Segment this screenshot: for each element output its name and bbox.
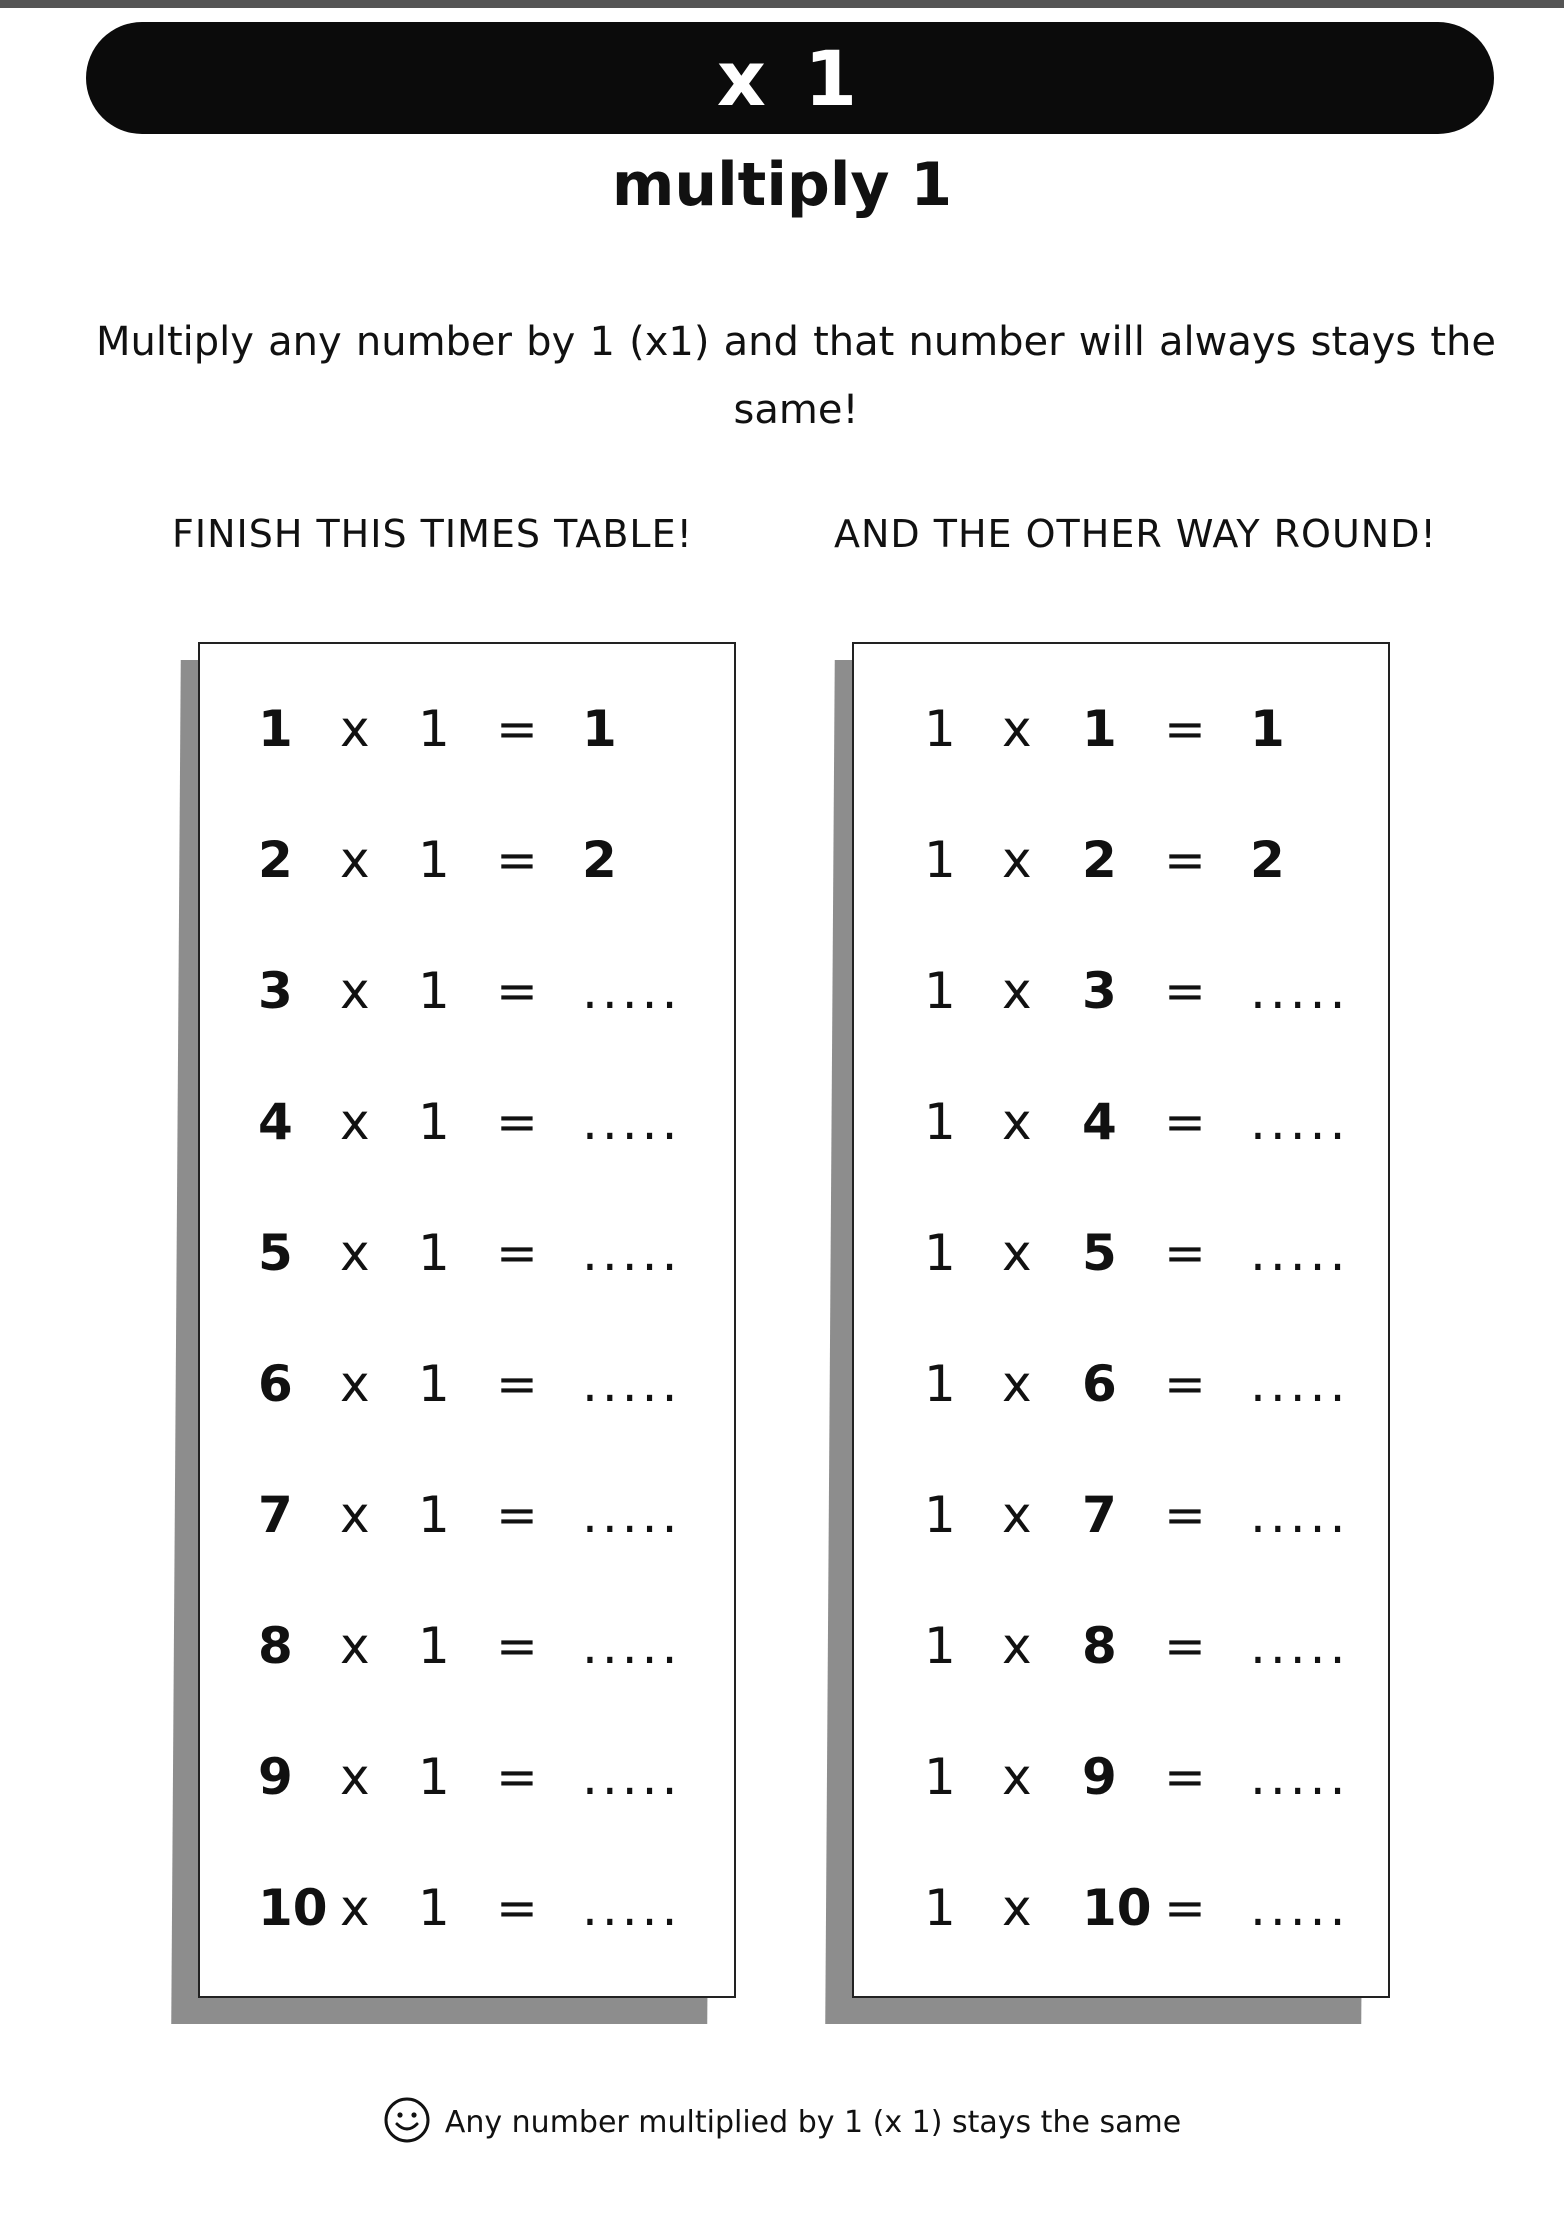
equation-row: [200, 936, 734, 1046]
factor-a: 1: [924, 1748, 956, 1806]
equals-sign: =: [1164, 1486, 1206, 1544]
right-table-heading: AND THE OTHER WAY ROUND!: [834, 512, 1437, 556]
footer-note: [0, 2096, 1564, 2148]
multiply-sign: x: [1002, 1617, 1032, 1675]
factor-a: 1: [924, 1486, 956, 1544]
factor-b: 1: [418, 700, 450, 758]
factor-a: 1: [924, 1093, 956, 1151]
multiply-sign: x: [1002, 700, 1032, 758]
result[interactable]: .....: [1250, 1355, 1350, 1413]
equals-sign: =: [1164, 1748, 1206, 1806]
factor-a: 1: [924, 1224, 956, 1282]
factor-b: 1: [418, 1224, 450, 1282]
factor-b: 1: [418, 1748, 450, 1806]
result[interactable]: .....: [582, 1355, 682, 1413]
result[interactable]: .....: [1250, 1748, 1350, 1806]
factor-b: 1: [418, 962, 450, 1020]
factor-b: 10: [1082, 1879, 1152, 1937]
multiply-sign: x: [1002, 1355, 1032, 1413]
equation-row: [854, 1722, 1388, 1832]
factor-b: 1: [418, 1486, 450, 1544]
multiply-sign: x: [340, 1879, 370, 1937]
equation-row: [854, 805, 1388, 915]
multiply-sign: x: [340, 700, 370, 758]
factor-a: 4: [258, 1093, 293, 1151]
left-table-heading: FINISH THIS TIMES TABLE!: [172, 512, 693, 556]
factor-a: 1: [258, 700, 293, 758]
equation-row: [854, 1853, 1388, 1963]
multiply-sign: x: [1002, 1224, 1032, 1282]
equation-row: [854, 1460, 1388, 1570]
equation-row: [200, 1853, 734, 1963]
result[interactable]: .....: [1250, 1224, 1350, 1282]
equals-sign: =: [1164, 700, 1206, 758]
equals-sign: =: [1164, 831, 1206, 889]
result: 2: [1250, 831, 1289, 889]
multiply-sign: x: [1002, 962, 1032, 1020]
multiply-sign: x: [340, 1748, 370, 1806]
factor-b: 4: [1082, 1093, 1117, 1151]
factor-a: 6: [258, 1355, 293, 1413]
factor-b: 8: [1082, 1617, 1117, 1675]
result: 1: [1250, 700, 1289, 758]
factor-b: 9: [1082, 1748, 1117, 1806]
multiply-sign: x: [340, 962, 370, 1020]
intro-text: Multiply any number by 1 (x1) and that number will always stays the same!: [96, 319, 1496, 433]
equals-sign: =: [496, 962, 538, 1020]
factor-a: 1: [924, 1879, 956, 1937]
smiley-icon: [383, 2096, 431, 2148]
multiply-sign: x: [1002, 1879, 1032, 1937]
result[interactable]: .....: [582, 1748, 682, 1806]
equation-row: [854, 1198, 1388, 1308]
result[interactable]: .....: [582, 1486, 682, 1544]
equation-row: [854, 936, 1388, 1046]
factor-a: 1: [924, 1355, 956, 1413]
result[interactable]: .....: [582, 1879, 682, 1937]
factor-b: 1: [418, 1879, 450, 1937]
equals-sign: =: [496, 1617, 538, 1675]
factor-a: 1: [924, 831, 956, 889]
equals-sign: =: [1164, 1355, 1206, 1413]
factor-b: 5: [1082, 1224, 1117, 1282]
factor-b: 7: [1082, 1486, 1117, 1544]
factor-a: 2: [258, 831, 293, 889]
result[interactable]: .....: [1250, 1879, 1350, 1937]
result: 1: [582, 700, 621, 758]
equation-row: [200, 1722, 734, 1832]
footer-text: Any number multiplied by 1 (x 1) stays the same: [444, 2104, 1182, 2140]
equals-sign: =: [496, 1224, 538, 1282]
equation-row: [200, 1460, 734, 1570]
equals-sign: =: [1164, 1093, 1206, 1151]
result[interactable]: .....: [1250, 1093, 1350, 1151]
factor-a: 5: [258, 1224, 293, 1282]
equation-row: [854, 1067, 1388, 1177]
result[interactable]: .....: [582, 962, 682, 1020]
result[interactable]: .....: [582, 1224, 682, 1282]
multiply-sign: x: [1002, 1486, 1032, 1544]
result[interactable]: .....: [1250, 1617, 1350, 1675]
factor-b: 1: [1082, 700, 1117, 758]
equals-sign: =: [1164, 1617, 1206, 1675]
equals-sign: =: [496, 1486, 538, 1544]
equation-row: [200, 1329, 734, 1439]
equals-sign: =: [1164, 1879, 1206, 1937]
multiply-sign: x: [340, 1617, 370, 1675]
equation-row: [200, 1198, 734, 1308]
multiply-sign: x: [340, 1224, 370, 1282]
result[interactable]: .....: [582, 1093, 682, 1151]
equation-row: [200, 674, 734, 784]
equation-row: [854, 1329, 1388, 1439]
result[interactable]: .....: [1250, 1486, 1350, 1544]
equals-sign: =: [496, 1879, 538, 1937]
multiply-sign: x: [1002, 1093, 1032, 1151]
equals-sign: =: [496, 1355, 538, 1413]
factor-b: 1: [418, 1093, 450, 1151]
multiply-sign: x: [1002, 831, 1032, 889]
right-times-table: [852, 642, 1390, 1998]
equals-sign: =: [496, 700, 538, 758]
banner-title: x 1: [716, 33, 864, 123]
factor-b: 3: [1082, 962, 1117, 1020]
multiply-sign: x: [340, 1486, 370, 1544]
factor-b: 1: [418, 831, 450, 889]
equals-sign: =: [1164, 962, 1206, 1020]
factor-b: 1: [418, 1617, 450, 1675]
result[interactable]: .....: [582, 1617, 682, 1675]
factor-a: 1: [924, 1617, 956, 1675]
left-times-table: [198, 642, 736, 1998]
factor-a: 1: [924, 962, 956, 1020]
multiply-sign: x: [340, 1355, 370, 1413]
factor-a: 1: [924, 700, 956, 758]
equals-sign: =: [496, 831, 538, 889]
factor-a: 9: [258, 1748, 293, 1806]
equals-sign: =: [1164, 1224, 1206, 1282]
equation-row: [200, 1591, 734, 1701]
multiply-sign: x: [340, 1093, 370, 1151]
factor-a: 10: [258, 1879, 328, 1937]
factor-b: 6: [1082, 1355, 1117, 1413]
result[interactable]: .....: [1250, 962, 1350, 1020]
multiply-sign: x: [340, 831, 370, 889]
factor-a: 3: [258, 962, 293, 1020]
result: 2: [582, 831, 621, 889]
factor-b: 1: [418, 1355, 450, 1413]
page-top-edge: [0, 0, 1564, 8]
factor-a: 8: [258, 1617, 293, 1675]
equals-sign: =: [496, 1748, 538, 1806]
equals-sign: =: [496, 1093, 538, 1151]
equation-row: [854, 1591, 1388, 1701]
multiply-sign: x: [1002, 1748, 1032, 1806]
factor-a: 7: [258, 1486, 293, 1544]
equation-row: [200, 805, 734, 915]
equation-row: [854, 674, 1388, 784]
equation-row: [200, 1067, 734, 1177]
title-banner: [86, 22, 1494, 134]
factor-b: 2: [1082, 831, 1117, 889]
page-subtitle: multiply 1: [611, 150, 953, 220]
